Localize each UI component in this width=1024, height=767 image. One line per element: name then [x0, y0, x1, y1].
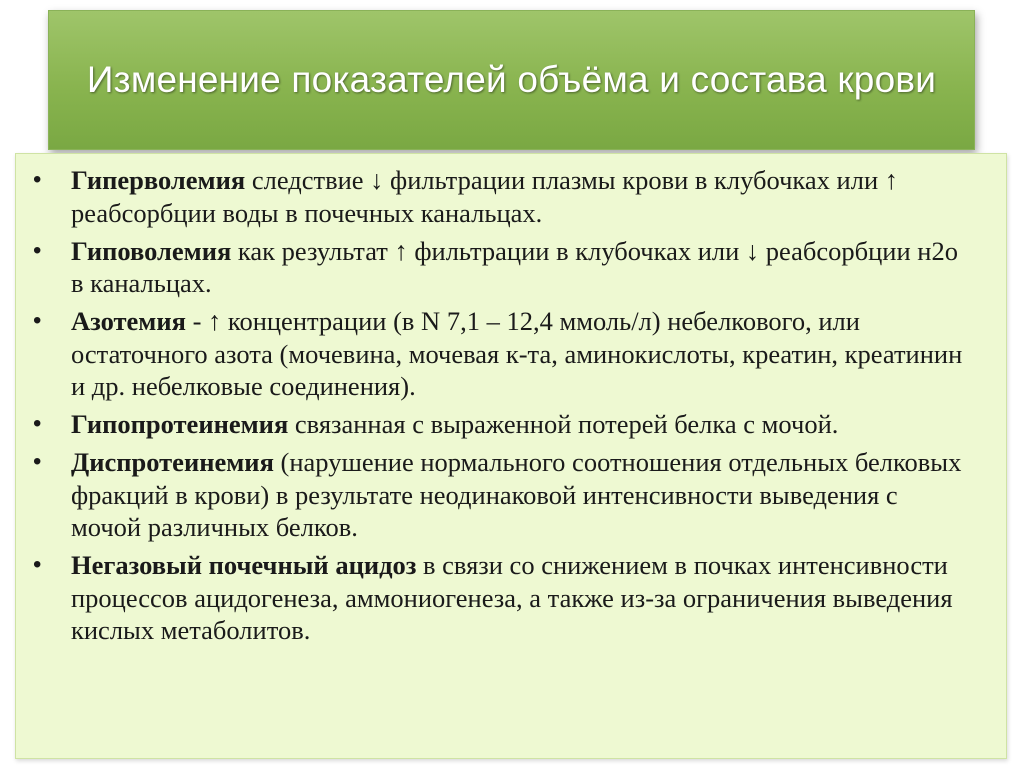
bullet-item-renal-acidosis	[33, 549, 966, 647]
bullet-item-azotemia	[33, 305, 966, 403]
bullet-text: следствие ↓ фильтрации плазмы крови в клубочках или ↑ реабсорбции воды в почечных канальцах.	[71, 165, 899, 228]
bullet-term: Гиповолемия	[71, 235, 232, 266]
bullet-text: (нарушение нормального соотношения отдельных белковых фракций в крови) в результате неодинаковой интенсивности выведения с мочой различных белков.	[71, 447, 962, 542]
bullet-icon: •	[33, 410, 42, 437]
bullet-item-hypervolemia	[33, 164, 966, 229]
slide-title: Изменение показателей объёма и состава крови	[86, 59, 937, 100]
bullet-term: Азотемия	[71, 306, 186, 336]
bullet-term: Гипопротеинемия	[71, 409, 289, 439]
bullet-icon: •	[33, 448, 42, 475]
bullet-text: в связи со снижением в почках интенсивности процессов ацидогенеза, аммониогенеза, а также из-за ограничения выведения кислых метаболитов.	[71, 550, 953, 645]
bullet-icon: •	[33, 166, 42, 193]
bullet-icon: •	[33, 236, 42, 264]
bullet-text: как результат ↑ фильтрации в клубочках или ↓ реабсорбции н2о в канальцах.	[71, 235, 958, 298]
bullet-term: Негазовый почечный ацидоз	[71, 550, 417, 580]
bullet-item-hypovolemia	[33, 235, 966, 300]
content-panel	[15, 153, 1007, 759]
bullet-item-hypoproteinemia	[33, 408, 966, 441]
bullet-text: - ↑ концентрации (в N 7,1 – 12,4 ммоль/л) небелкового, или остаточного азота (мочевина, мочевая к-та, аминокислоты, креатин, креатинин и др. небелковые соединения).	[71, 306, 963, 401]
bullet-item-dysproteinemia	[33, 446, 966, 544]
bullet-list	[33, 164, 966, 647]
title-banner	[48, 10, 975, 150]
bullet-icon: •	[33, 551, 42, 578]
bullet-text: связанная с выраженной потерей белка с мочой.	[288, 409, 839, 439]
bullet-term: Гиперволемия	[71, 165, 246, 195]
bullet-term: Диспротеинемия	[71, 447, 274, 477]
bullet-icon: •	[33, 307, 42, 334]
